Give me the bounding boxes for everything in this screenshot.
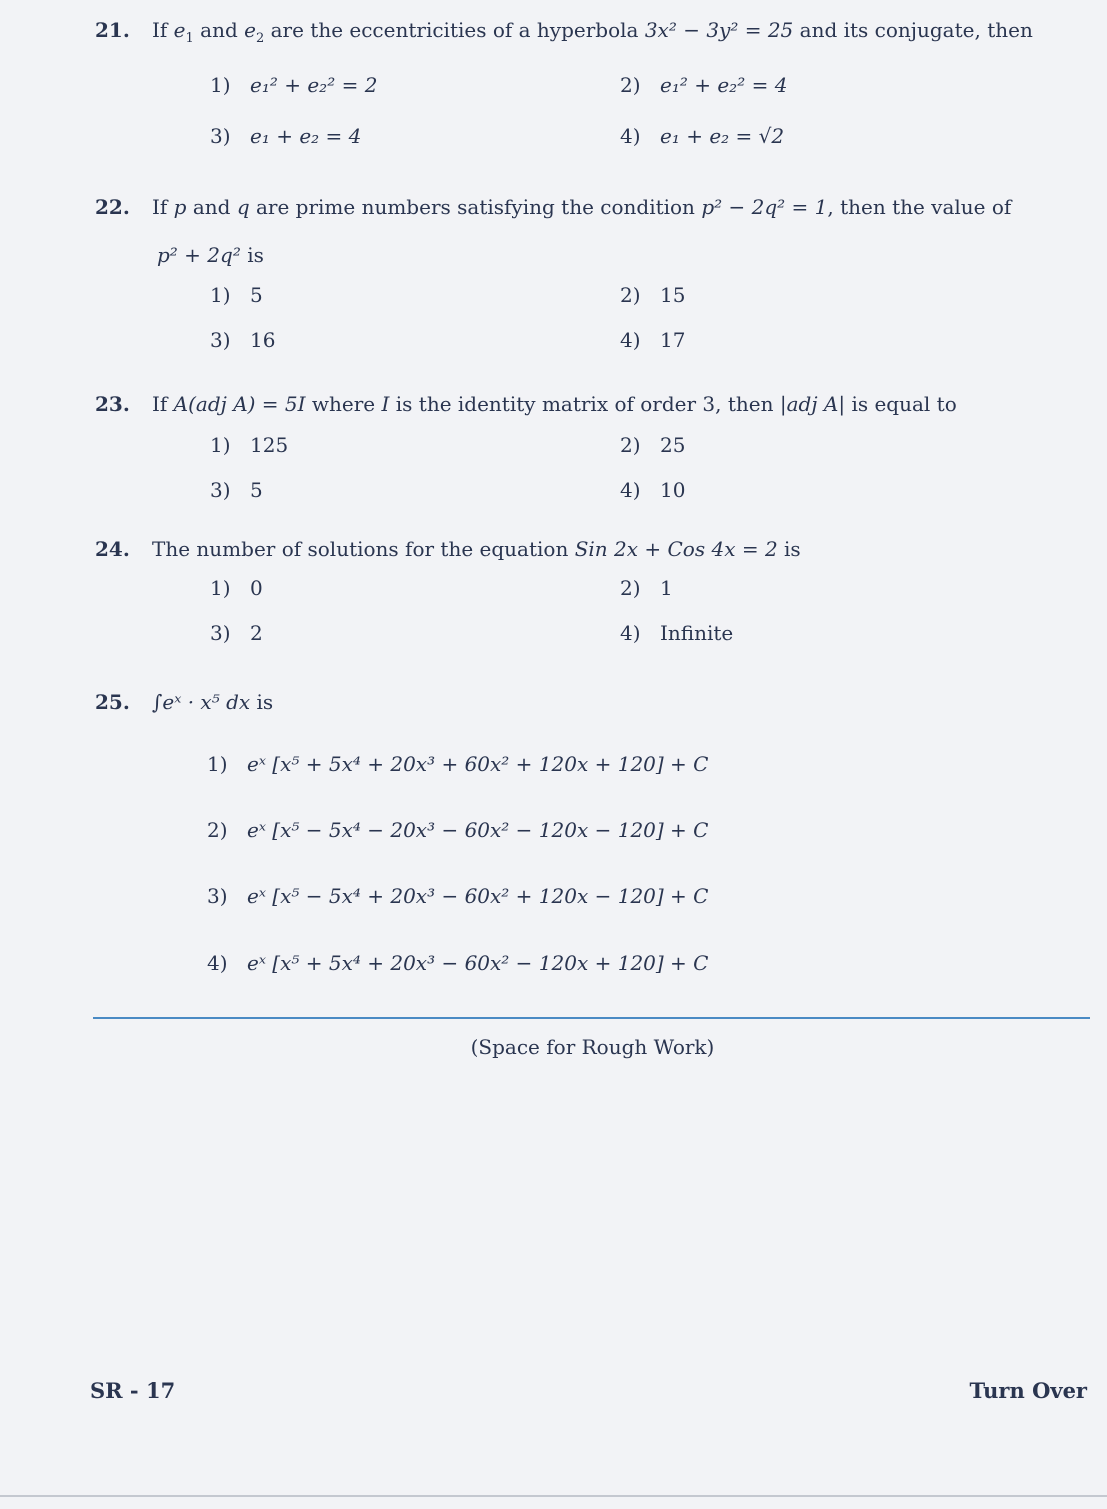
question-number: 23. — [95, 392, 130, 416]
option-4[interactable]: 4) e₁ + e₂ = √2 — [620, 124, 785, 148]
option-1[interactable]: 1) 125 — [210, 433, 289, 457]
option-2[interactable]: 2) 1 — [620, 576, 673, 600]
option-3[interactable]: 3) 5 — [210, 478, 263, 502]
question-text: The number of solutions for the equation Sin 2x + Cos 4x = 2 is — [152, 537, 801, 561]
equation: A(adj A) = 5I — [173, 392, 306, 416]
divider — [93, 1017, 1090, 1019]
question-text: If p and q are prime numbers satisfying the condition p² − 2q² = 1, then the value of — [152, 195, 1012, 219]
equation: 3x² − 3y² = 25 — [644, 18, 794, 42]
option-4[interactable]: 4) 17 — [620, 328, 686, 352]
option-4[interactable]: 4) 10 — [620, 478, 686, 502]
question-text: ∫eˣ · x⁵ dx is — [152, 690, 274, 714]
option-2[interactable]: 2) eˣ [x⁵ − 5x⁴ − 20x³ − 60x² − 120x − 120] + C — [207, 818, 709, 842]
option-4[interactable]: 4) eˣ [x⁵ + 5x⁴ + 20x³ − 60x² − 120x + 120] + C — [207, 951, 709, 975]
question-text: If $e_1$ and $e_2$ are the eccentricities of a hyperbola 3x² − 3y² = 25 and its conjugate, then — [152, 18, 1033, 46]
question-number: 25. — [95, 690, 130, 714]
turn-over-label: Turn Over — [969, 1378, 1087, 1403]
option-1[interactable]: 1) 0 — [210, 576, 263, 600]
option-1[interactable]: 1) 5 — [210, 283, 263, 307]
rough-work-label: (Space for Rough Work) — [470, 1035, 715, 1059]
question-text: If A(adj A) = 5I where I is the identity matrix of order 3, then |adj A| is equal to — [152, 392, 957, 416]
option-2[interactable]: 2) 15 — [620, 283, 686, 307]
option-1[interactable]: 1) e₁² + e₂² = 2 — [210, 73, 378, 97]
question-number: 21. — [95, 18, 130, 42]
equation: Sin 2x + Cos 4x = 2 — [574, 537, 778, 561]
equation: p² − 2q² = 1 — [701, 195, 828, 219]
page-code: SR - 17 — [90, 1378, 176, 1403]
option-2[interactable]: 2) 25 — [620, 433, 686, 457]
question-text-line2: p² + 2q² is — [157, 243, 264, 267]
option-4[interactable]: 4) Infinite — [620, 621, 734, 645]
option-3[interactable]: 3) e₁ + e₂ = 4 — [210, 124, 362, 148]
question-number: 24. — [95, 537, 130, 561]
option-3[interactable]: 3) 2 — [210, 621, 263, 645]
page-bottom-edge — [0, 1495, 1107, 1497]
option-3[interactable]: 3) 16 — [210, 328, 276, 352]
option-2[interactable]: 2) e₁² + e₂² = 4 — [620, 73, 788, 97]
option-3[interactable]: 3) eˣ [x⁵ − 5x⁴ + 20x³ − 60x² + 120x − 120] + C — [207, 884, 709, 908]
option-1[interactable]: 1) eˣ [x⁵ + 5x⁴ + 20x³ + 60x² + 120x + 120] + C — [207, 752, 709, 776]
integral-expression: ∫eˣ · x⁵ dx — [152, 690, 251, 714]
question-number: 22. — [95, 195, 130, 219]
